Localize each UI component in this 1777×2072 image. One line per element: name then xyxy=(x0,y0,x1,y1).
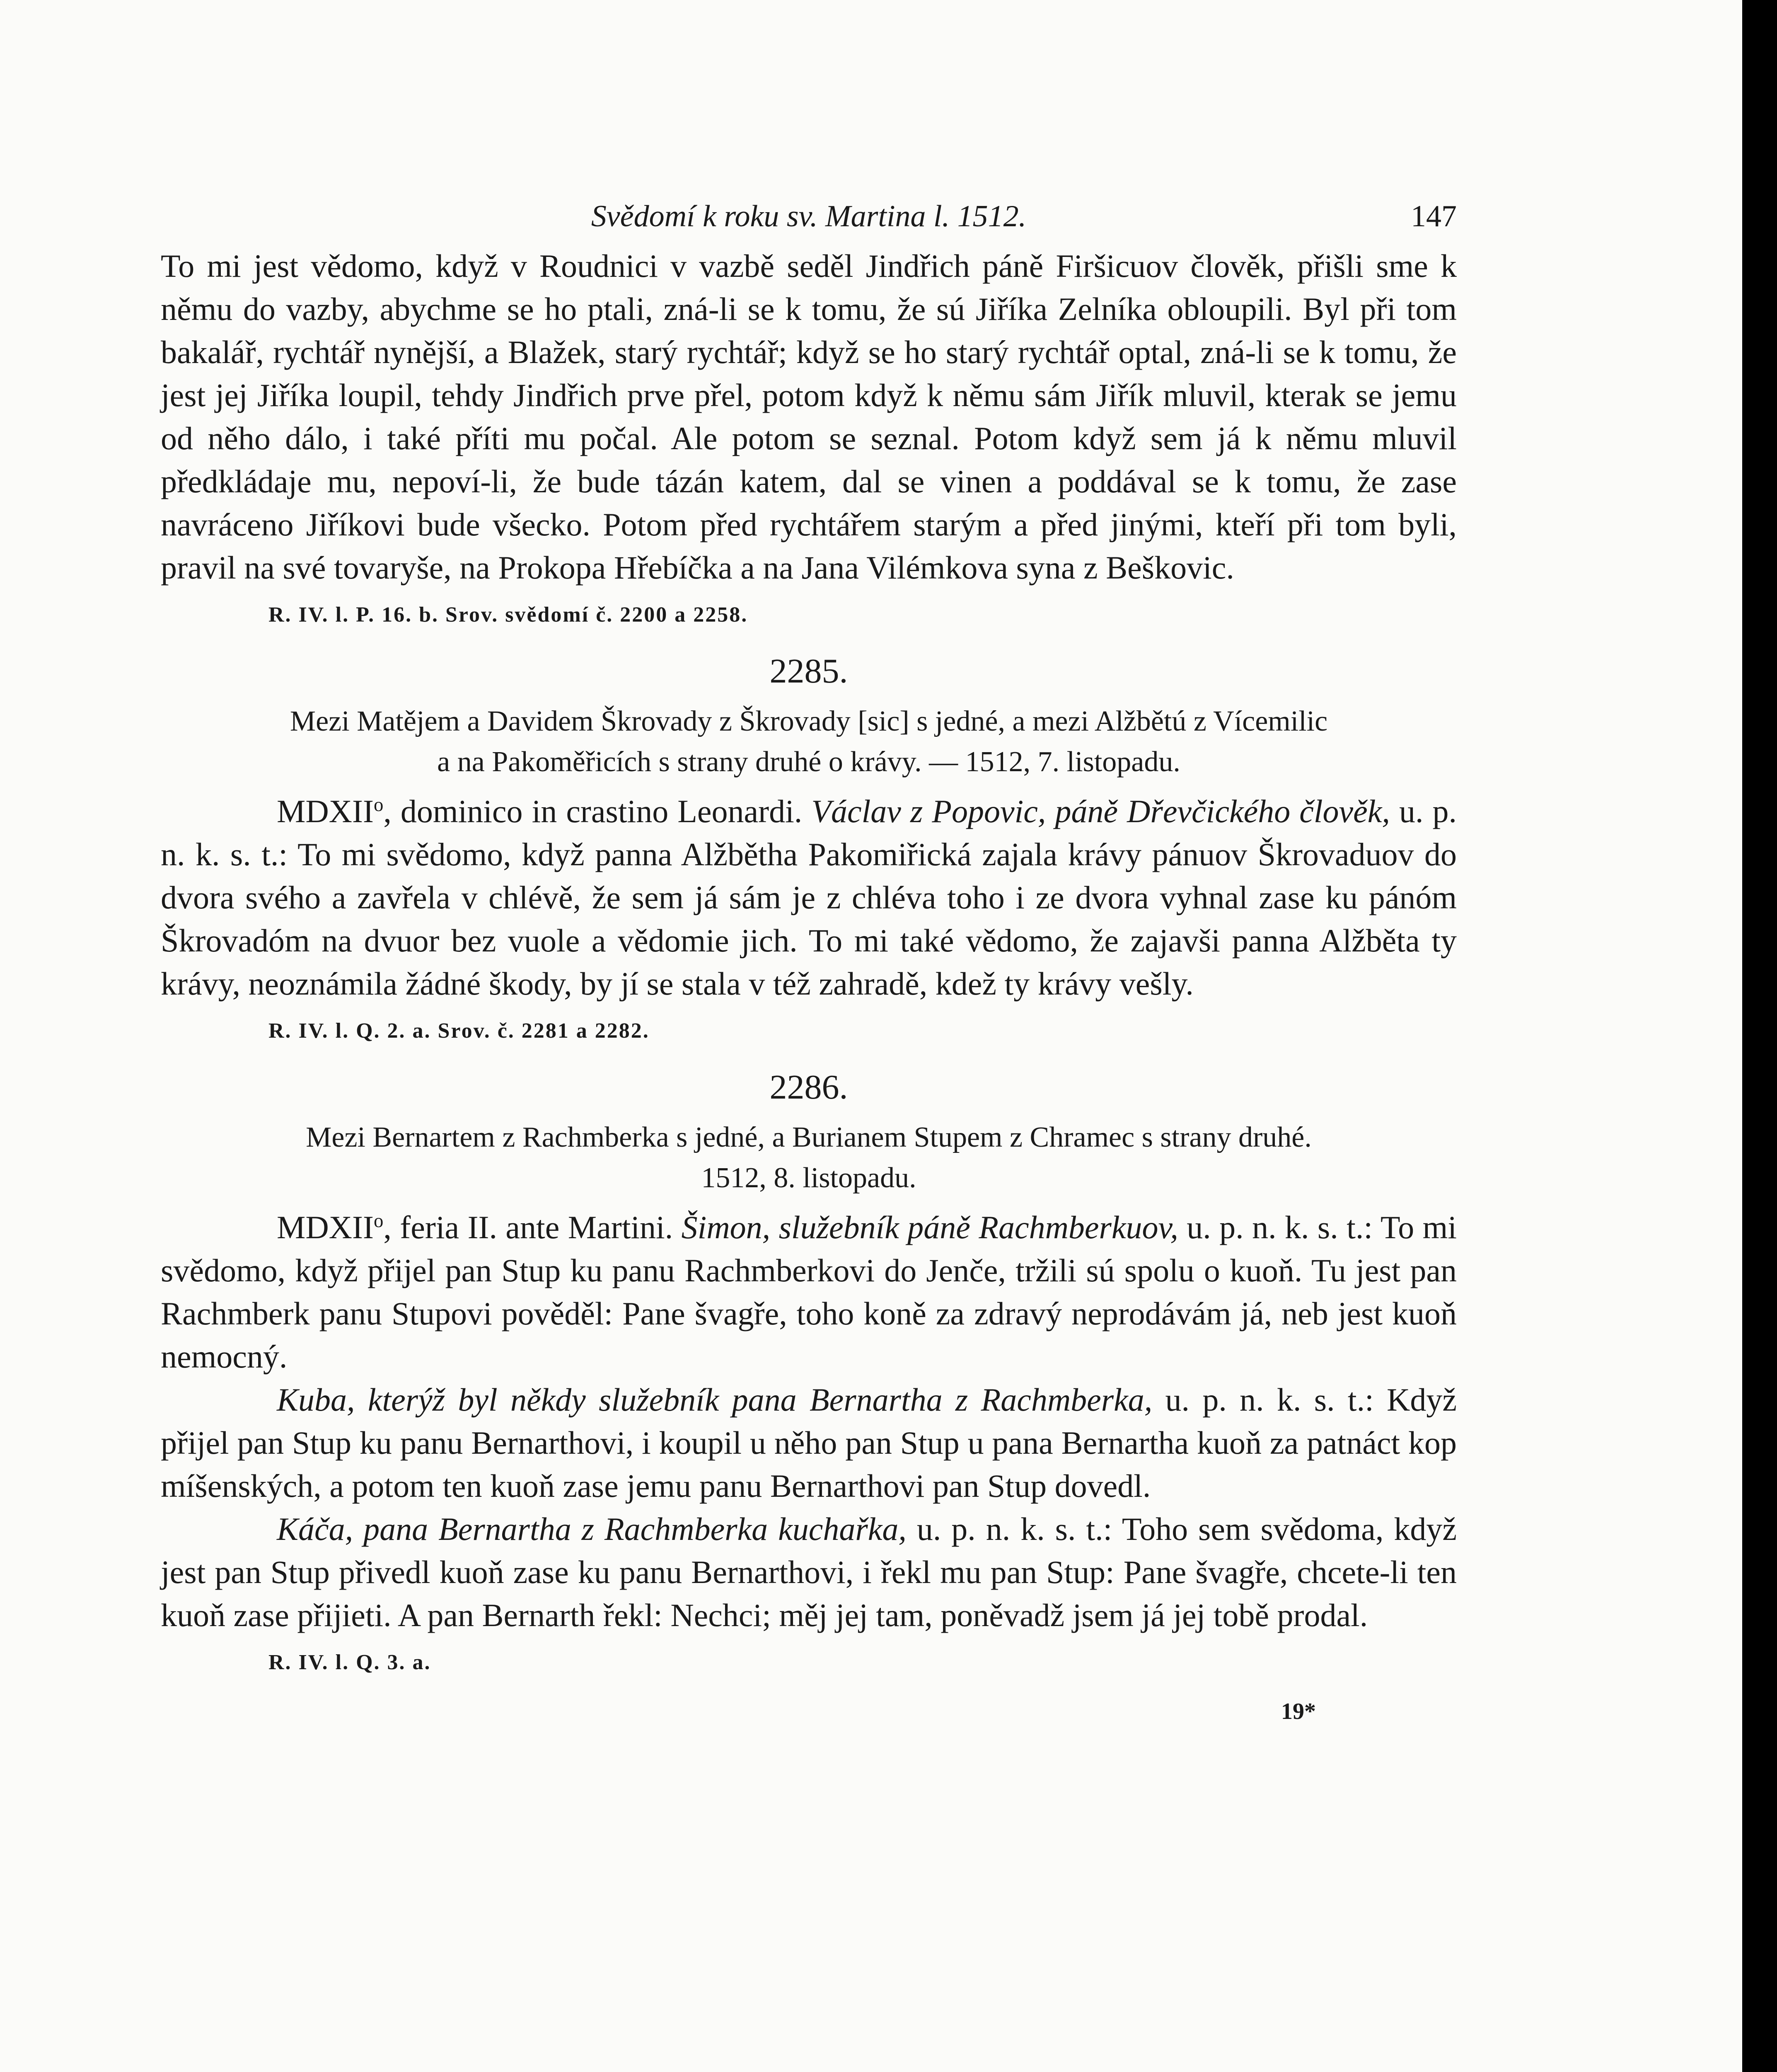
running-header xyxy=(161,195,1457,244)
document-number: 2285. xyxy=(769,652,848,690)
archive-reference: R. IV. l. Q. 2. a. Srov. č. 2281 a 2282. xyxy=(268,1019,650,1043)
superscript: o xyxy=(373,794,384,816)
date-opening: MDXII xyxy=(277,793,374,829)
date-opening-rest: , dominico in crastino Leonardi. xyxy=(383,793,812,829)
date-opening-rest: , feria II. ante Martini. xyxy=(383,1209,682,1245)
testimony-paragraph xyxy=(161,1508,1457,1637)
date-opening: MDXII xyxy=(277,1209,374,1245)
page-content xyxy=(161,195,1457,1728)
header-title: Svědomí k roku sv. Martina l. 1512. xyxy=(591,199,1027,233)
testimony-text: u. p. n. k. s. t.: Toho sem svědoma, když jest pan Stup přivedl kuoň zase ku panu Bernarthovi, i řekl mu pan Stup: Pane švagře, chcete-li ten kuoň zase přijieti. A pan Bernarth řekl: Nechci; měj jej tam, poněvadž jsem já jej tobě prodal. xyxy=(161,1511,1457,1633)
intro-paragraph: To mi jest vědomo, když v Roudnici v vazbě seděl Jindřich páně Firšicuov člověk, přišli sme k němu do vazby, abychme se ho ptali, zná-li se k tomu, že sú Jiříka Zelníka obloupili. Byl při tom bakalář, rychtář nynější, a Blažek, starý rychtář; když se ho starý rychtář optal, zná-li se k tomu, že jest jej Jiříka loupil, tehdy Jindřich prve přel, potom když k němu sám Jiřík mluvil, kterak se jemu od něho dálo, i také příti mu počal. Ale potom se seznal. Potom když sem já k němu mluvil předkládaje mu, nepoví-li, že bude tázán katem, dal se vinen a poddával se k tomu, že zase navráceno Jiříkovi bude všecko. Potom před rychtářem starým a před jinými, kteří při tom byli, pravil na své tovaryše, na Prokopa Hřebíčka a na Jana Vilémkova syna z Beškovic. xyxy=(161,248,1457,586)
testimony-text: u. p. n. k. s. t.: To mi svědomo, když přijel pan Stup ku panu Rachmberkovi do Jenče, tržili sú spolu o kuoň. Tu jest pan Rachmberk panu Stupovi pověděl: Pane švagře, toho koně za zdravý neprodávám já, neb jest kuoň nemocný. xyxy=(161,1209,1457,1375)
testimony-paragraph xyxy=(161,1206,1457,1378)
superscript: o xyxy=(373,1210,384,1232)
document-number: 2286. xyxy=(769,1068,848,1106)
archive-reference: R. IV. l. Q. 3. a. xyxy=(268,1651,431,1674)
testimony-text: u. p. n. k. s. t.: Když přijel pan Stup ku panu Bernarthovi, i koupil u něho pan Stup u pana Bernartha kuoň za patnáct kop míšenských, a potom ten kuoň zase jemu panu Bernarthovi pan Stup dovedl. xyxy=(161,1382,1457,1504)
testimony-paragraph xyxy=(161,790,1457,1005)
witness-name: Kuba, kterýž byl někdy služebník pana Bernartha z Rachmberka, xyxy=(277,1382,1153,1418)
summary-line: Mezi Matějem a Davidem Škrovady z Škrovady [sic] s jedné, a mezi Alžbětú z Vícemilic xyxy=(290,705,1328,737)
summary-line: a na Pakoměřicích s strany druhé o krávy. — 1512, 7. listopadu. xyxy=(437,746,1180,778)
printer-signature: 19* xyxy=(1281,1699,1316,1724)
document-summary xyxy=(161,701,1457,782)
document-summary xyxy=(161,1117,1457,1198)
witness-name: Šimon, služebník páně Rachmberkuov, xyxy=(681,1209,1178,1245)
witness-name: Václav z Popovic, páně Dřevčického člověk, xyxy=(811,793,1390,829)
testimony-paragraph xyxy=(161,1378,1457,1508)
page-number: 147 xyxy=(1411,199,1457,233)
archive-reference: R. IV. l. P. 16. b. Srov. svědomí č. 2200 a 2258. xyxy=(268,603,748,627)
summary-line: Mezi Bernartem z Rachmberka s jedné, a Burianem Stupem z Chramec s strany druhé. xyxy=(306,1121,1312,1153)
summary-line: 1512, 8. listopadu. xyxy=(701,1162,916,1194)
witness-name: Káča, pana Bernartha z Rachmberka kuchařka, xyxy=(277,1511,907,1547)
testimony-text: u. p. n. k. s. t.: To mi svědomo, když panna Alžbětha Pakomiřická zajala krávy pánuov Škrovaduov do dvora svého a zavřela v chlévě, že sem já sám je z chléva toho i ze dvora vyhnal zase ku pánóm Škrovadóm na dvuor bez vuole a vědomie jich. To mi také vědomo, že zajavši panna Alžběta ty krávy, neoznámila žádné škody, by jí se stala v též zahradě, kdež ty krávy vešly. xyxy=(161,793,1457,1002)
